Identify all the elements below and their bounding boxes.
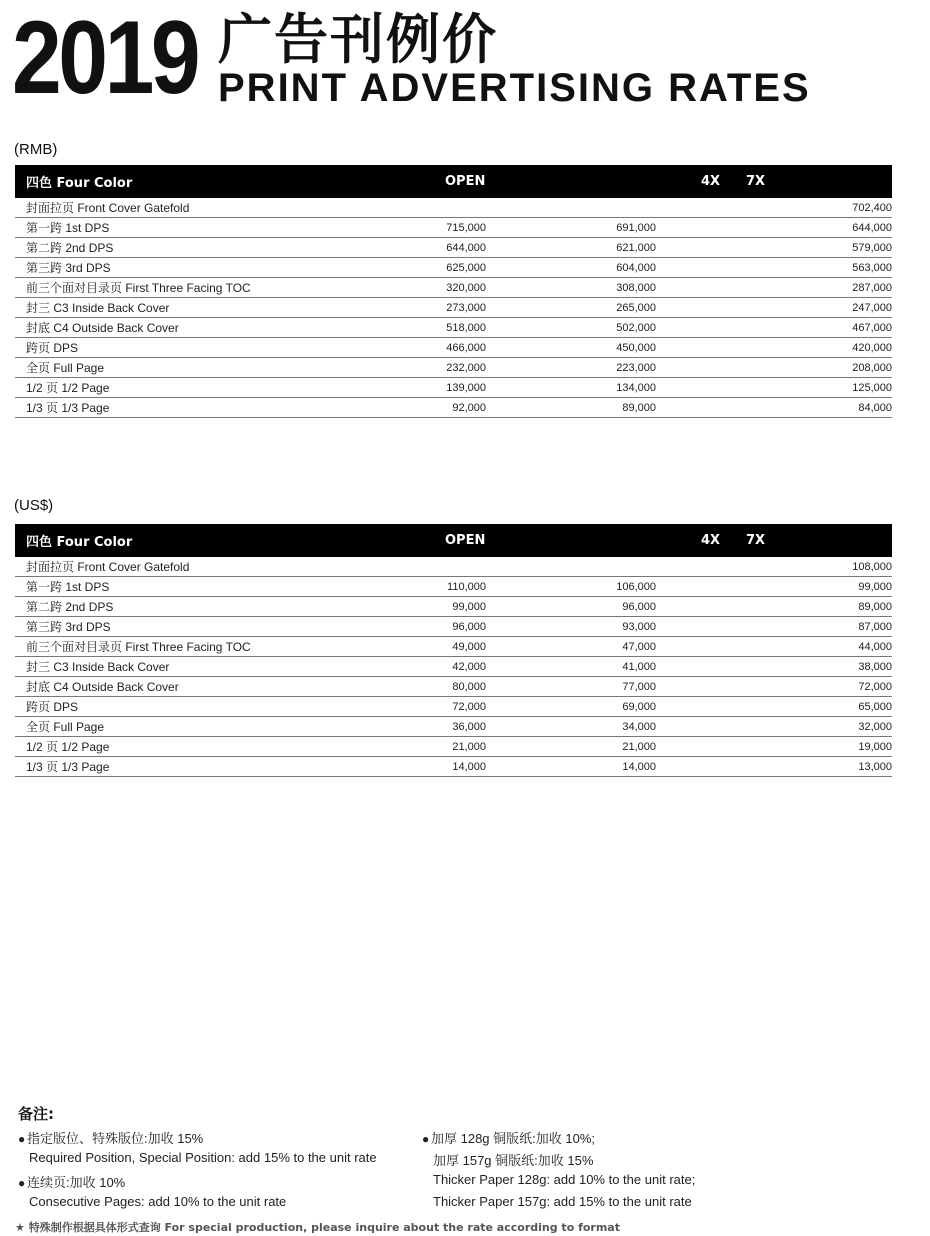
cell-open xyxy=(411,198,486,218)
row-label: 1/2 页 1/2 Page xyxy=(15,737,411,757)
header-four-color: 四色 Four Color xyxy=(15,165,411,198)
rates-table-usd xyxy=(15,524,892,777)
note-paper157-en: Thicker Paper 157g: add 15% to the unit rate xyxy=(433,1194,692,1209)
cell-open: 320,000 xyxy=(411,278,486,298)
row-label: 封底 C4 Outside Back Cover xyxy=(15,318,411,338)
special-production-note: ★ 特殊制作根据具体形式查询 For special production, please inquire about the rate according to format xyxy=(15,1221,620,1234)
table-row xyxy=(15,278,892,298)
row-label: 全页 Full Page xyxy=(15,358,411,378)
title-chinese: 广告刊例价 xyxy=(218,8,498,71)
cell-4x: 691,000 xyxy=(486,218,656,238)
cell-7x: 89,000 xyxy=(656,597,892,617)
cell-4x: 93,000 xyxy=(486,617,656,637)
cell-4x: 14,000 xyxy=(486,757,656,777)
cell-7x: 702,400 xyxy=(656,198,892,218)
header-7x: 7X xyxy=(656,524,892,557)
table-row xyxy=(15,697,892,717)
cell-7x: 563,000 xyxy=(656,258,892,278)
cell-7x: 579,000 xyxy=(656,238,892,258)
table-row xyxy=(15,597,892,617)
table-header-row xyxy=(15,165,892,198)
table-row xyxy=(15,398,892,418)
table-row xyxy=(15,637,892,657)
header-open: OPEN xyxy=(411,165,486,198)
cell-7x: 38,000 xyxy=(656,657,892,677)
cell-open: 625,000 xyxy=(411,258,486,278)
cell-4x: 450,000 xyxy=(486,338,656,358)
cell-open: 14,000 xyxy=(411,757,486,777)
cell-open: 518,000 xyxy=(411,318,486,338)
cell-4x xyxy=(486,198,656,218)
cell-7x: 84,000 xyxy=(656,398,892,418)
cell-7x: 420,000 xyxy=(656,338,892,358)
cell-7x: 108,000 xyxy=(656,557,892,577)
header-4x: 4X xyxy=(486,524,656,557)
cell-4x: 106,000 xyxy=(486,577,656,597)
cell-open: 644,000 xyxy=(411,238,486,258)
cell-7x: 125,000 xyxy=(656,378,892,398)
cell-7x: 208,000 xyxy=(656,358,892,378)
note-position-cn xyxy=(18,1128,203,1147)
bullet-icon: ● xyxy=(18,1176,26,1190)
cell-7x: 32,000 xyxy=(656,717,892,737)
cell-7x: 72,000 xyxy=(656,677,892,697)
cell-open: 110,000 xyxy=(411,577,486,597)
cell-4x: 223,000 xyxy=(486,358,656,378)
table-row xyxy=(15,338,892,358)
row-label: 1/3 页 1/3 Page xyxy=(15,757,411,777)
row-label: 全页 Full Page xyxy=(15,717,411,737)
cell-open: 715,000 xyxy=(411,218,486,238)
row-label: 第三跨 3rd DPS xyxy=(15,617,411,637)
cell-7x: 87,000 xyxy=(656,617,892,637)
cell-open: 466,000 xyxy=(411,338,486,358)
table-row xyxy=(15,218,892,238)
cell-7x: 65,000 xyxy=(656,697,892,717)
cell-4x: 21,000 xyxy=(486,737,656,757)
row-label: 封三 C3 Inside Back Cover xyxy=(15,298,411,318)
cell-4x: 41,000 xyxy=(486,657,656,677)
year-heading: 2019 xyxy=(12,0,198,116)
cell-7x: 44,000 xyxy=(656,637,892,657)
row-label: 前三个面对目录页 First Three Facing TOC xyxy=(15,278,411,298)
currency-label-rmb: (RMB) xyxy=(14,141,58,158)
cell-open: 96,000 xyxy=(411,617,486,637)
row-label: 封底 C4 Outside Back Cover xyxy=(15,677,411,697)
cell-4x: 265,000 xyxy=(486,298,656,318)
table-row xyxy=(15,737,892,757)
row-label: 封面拉页 Front Cover Gatefold xyxy=(15,198,411,218)
row-label: 1/3 页 1/3 Page xyxy=(15,398,411,418)
note-paper157-cn: 加厚 157g 铜版纸:加收 15% xyxy=(433,1153,594,1168)
title-english: PRINT ADVERTISING RATES xyxy=(218,66,811,110)
row-label: 第一跨 1st DPS xyxy=(15,218,411,238)
row-label: 第二跨 2nd DPS xyxy=(15,238,411,258)
row-label: 跨页 DPS xyxy=(15,338,411,358)
cell-7x: 13,000 xyxy=(656,757,892,777)
cell-open: 72,000 xyxy=(411,697,486,717)
note-paper128-en: Thicker Paper 128g: add 10% to the unit rate; xyxy=(433,1172,696,1187)
cell-7x: 644,000 xyxy=(656,218,892,238)
table-row xyxy=(15,298,892,318)
row-label: 封三 C3 Inside Back Cover xyxy=(15,657,411,677)
cell-4x: 77,000 xyxy=(486,677,656,697)
cell-open: 139,000 xyxy=(411,378,486,398)
cell-7x: 99,000 xyxy=(656,577,892,597)
cell-7x: 467,000 xyxy=(656,318,892,338)
table-row xyxy=(15,577,892,597)
table-row xyxy=(15,617,892,637)
cell-4x: 308,000 xyxy=(486,278,656,298)
note-paper128-cn-text: 加厚 128g 铜版纸:加收 10%; xyxy=(431,1131,595,1146)
row-label: 第二跨 2nd DPS xyxy=(15,597,411,617)
note-position-en: Required Position, Special Position: add 15% to the unit rate xyxy=(29,1150,377,1165)
cell-4x xyxy=(486,557,656,577)
cell-open: 232,000 xyxy=(411,358,486,378)
cell-open xyxy=(411,557,486,577)
row-label: 1/2 页 1/2 Page xyxy=(15,378,411,398)
cell-open: 273,000 xyxy=(411,298,486,318)
cell-4x: 96,000 xyxy=(486,597,656,617)
note-position-cn-text: 指定版位、特殊版位:加收 15% xyxy=(27,1131,204,1146)
row-label: 前三个面对目录页 First Three Facing TOC xyxy=(15,637,411,657)
table-row xyxy=(15,258,892,278)
cell-4x: 69,000 xyxy=(486,697,656,717)
row-label: 封面拉页 Front Cover Gatefold xyxy=(15,557,411,577)
cell-7x: 19,000 xyxy=(656,737,892,757)
cell-4x: 89,000 xyxy=(486,398,656,418)
note-paper128-cn xyxy=(422,1128,595,1147)
header-4x: 4X xyxy=(486,165,656,198)
bullet-icon: ● xyxy=(422,1132,430,1146)
table-row xyxy=(15,378,892,398)
note-consecutive-en: Consecutive Pages: add 10% to the unit rate xyxy=(29,1194,287,1209)
cell-open: 99,000 xyxy=(411,597,486,617)
cell-open: 36,000 xyxy=(411,717,486,737)
note-consecutive-cn xyxy=(18,1172,125,1191)
cell-4x: 621,000 xyxy=(486,238,656,258)
bullet-icon: ● xyxy=(18,1132,26,1146)
currency-label-usd: (US$) xyxy=(14,497,54,514)
table-row xyxy=(15,318,892,338)
table-row xyxy=(15,198,892,218)
cell-4x: 502,000 xyxy=(486,318,656,338)
notes-title: 备注: xyxy=(18,1105,54,1123)
table-row xyxy=(15,717,892,737)
row-label: 第一跨 1st DPS xyxy=(15,577,411,597)
cell-7x: 287,000 xyxy=(656,278,892,298)
cell-7x: 247,000 xyxy=(656,298,892,318)
header-four-color: 四色 Four Color xyxy=(15,524,411,557)
cell-open: 21,000 xyxy=(411,737,486,757)
table-row xyxy=(15,358,892,378)
note-consecutive-cn-text: 连续页:加收 10% xyxy=(27,1175,126,1190)
row-label: 跨页 DPS xyxy=(15,697,411,717)
table-row xyxy=(15,757,892,777)
table-row xyxy=(15,657,892,677)
table-row xyxy=(15,677,892,697)
cell-4x: 134,000 xyxy=(486,378,656,398)
table-header-row xyxy=(15,524,892,557)
cell-4x: 34,000 xyxy=(486,717,656,737)
cell-4x: 47,000 xyxy=(486,637,656,657)
cell-open: 49,000 xyxy=(411,637,486,657)
header-open: OPEN xyxy=(411,524,486,557)
cell-open: 92,000 xyxy=(411,398,486,418)
cell-open: 42,000 xyxy=(411,657,486,677)
table-row xyxy=(15,557,892,577)
rates-table-rmb xyxy=(15,165,892,418)
table-row xyxy=(15,238,892,258)
cell-4x: 604,000 xyxy=(486,258,656,278)
cell-open: 80,000 xyxy=(411,677,486,697)
header-7x: 7X xyxy=(656,165,892,198)
row-label: 第三跨 3rd DPS xyxy=(15,258,411,278)
